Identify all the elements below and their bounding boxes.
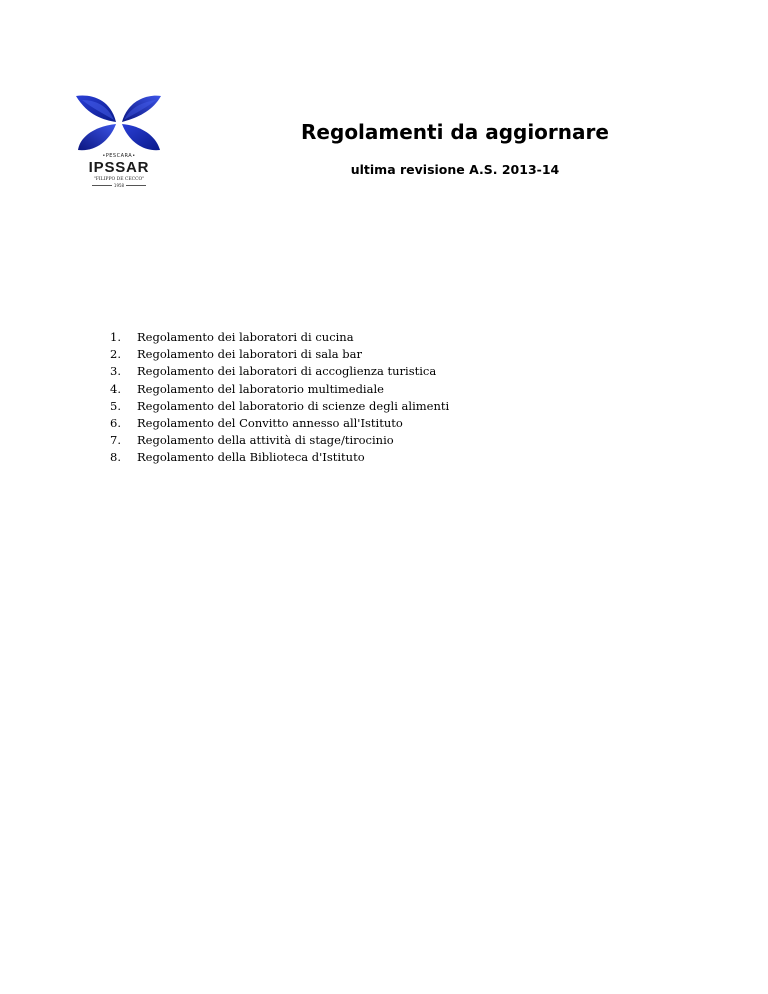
list-item-text: Regolamento del Convitto annesso all'Istituto xyxy=(137,416,403,431)
page-subtitle: ultima revisione A.S. 2013-14 xyxy=(350,162,560,177)
list-item-text: Regolamento del laboratorio di scienze degli alimenti xyxy=(137,398,450,413)
list-item-number: 3. xyxy=(110,364,121,379)
list-item xyxy=(110,381,449,398)
butterfly-logo-icon xyxy=(70,92,170,154)
list-item xyxy=(110,398,449,415)
logo-divider xyxy=(126,185,146,186)
page-title: Regolamenti da aggiornare xyxy=(301,120,609,144)
list-item-text: Regolamento della attività di stage/tirocinio xyxy=(137,433,394,448)
list-item xyxy=(110,363,449,380)
list-item-text: Regolamento dei laboratori di accoglienza turistica xyxy=(137,364,437,379)
logo-subtitle-text: "FILIPPO DE CECCO" xyxy=(93,177,145,182)
list-item-number: 8. xyxy=(110,450,121,465)
list-item xyxy=(110,415,449,432)
list-item-number: 1. xyxy=(110,330,121,344)
list-item-text: Regolamento del laboratorio multimediale xyxy=(137,381,384,396)
regulations-list xyxy=(110,329,449,467)
list-item-number: 4. xyxy=(110,381,121,396)
list-item xyxy=(110,329,449,346)
list-item-number: 2. xyxy=(110,347,121,362)
list-item-text: Regolamento dei laboratori di cucina xyxy=(137,330,354,344)
list-item xyxy=(110,432,449,449)
logo-brand-text: IPSSAR xyxy=(88,159,150,176)
logo-city-text: •PESCARA• xyxy=(102,153,136,159)
list-item-text: Regolamento della Biblioteca d'Istituto xyxy=(137,450,365,465)
school-logo xyxy=(70,92,170,192)
logo-year-text: 1958 xyxy=(113,183,125,188)
list-item-number: 7. xyxy=(110,433,121,448)
list-item-number: 5. xyxy=(110,398,121,413)
list-item xyxy=(110,449,449,466)
list-item-text: Regolamento dei laboratori di sala bar xyxy=(137,347,363,362)
list-item-number: 6. xyxy=(110,416,121,431)
list-item xyxy=(110,346,449,363)
